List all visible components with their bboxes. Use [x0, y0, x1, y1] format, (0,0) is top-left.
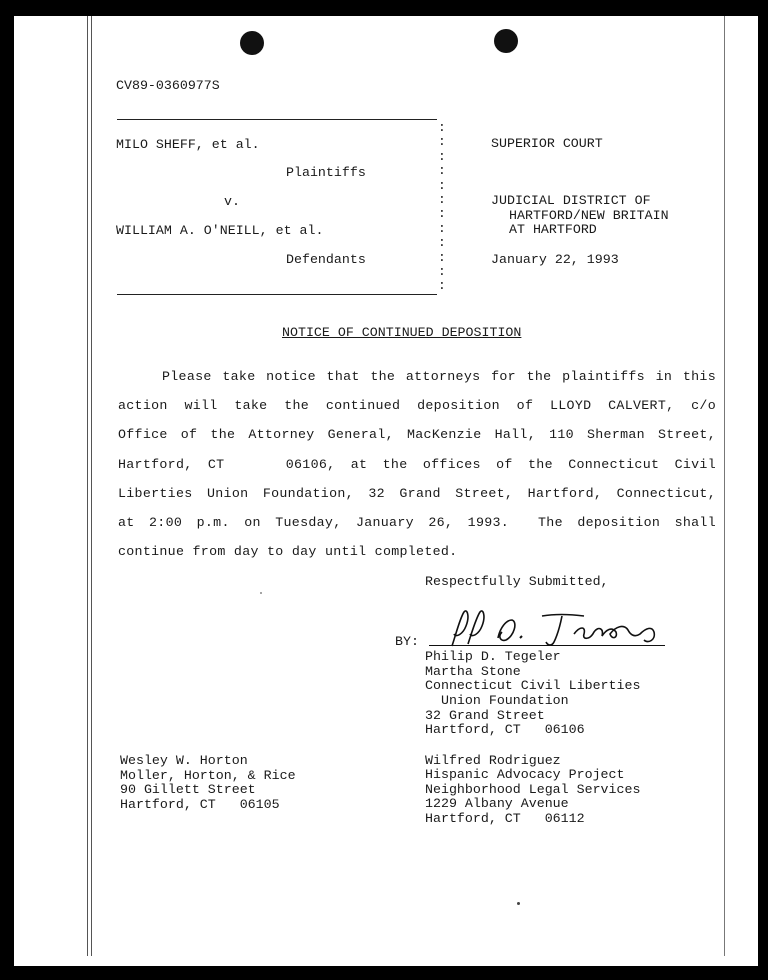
right-counsel-line-4: 1229 Albany Avenue [425, 796, 569, 811]
margin-rule-left-inner [91, 16, 92, 956]
district-line-2: HARTFORD/NEW BRITAIN [509, 208, 669, 223]
by-label: BY: [395, 634, 419, 649]
left-counsel-line-2: Moller, Horton, & Rice [120, 768, 296, 783]
filing-date: January 22, 1993 [491, 252, 619, 267]
caption-colon-column: : : : : : : : : : : : : [438, 120, 446, 294]
plaintiff-name: MILO SHEFF, et al. [116, 137, 260, 152]
closing: Respectfully Submitted, [425, 574, 609, 589]
defendant-name: WILLIAM A. O'NEILL, et al. [116, 223, 324, 238]
left-counsel-line-3: 90 Gillett Street [120, 782, 256, 797]
scan-speck [260, 592, 262, 594]
right-counsel-line-3: Neighborhood Legal Services [425, 782, 641, 797]
punch-hole-left [240, 31, 264, 55]
body-line-4: Hartford, CT 06106, at the offices of the Connecticut Civil [118, 457, 716, 472]
document-page [14, 16, 758, 966]
left-counsel-line-4: Hartford, CT 06105 [120, 797, 280, 812]
signer-line-4: Union Foundation [425, 693, 569, 708]
body-line-7: continue from day to day until completed. [118, 544, 458, 559]
defendant-role: Defendants [286, 252, 366, 267]
signer-line-3: Connecticut Civil Liberties [425, 678, 641, 693]
court-name: SUPERIOR COURT [491, 136, 603, 151]
caption-top-rule [117, 119, 437, 120]
signature-mark [434, 604, 674, 654]
signer-line-5: 32 Grand Street [425, 708, 545, 723]
plaintiff-role: Plaintiffs [286, 165, 366, 180]
document-title: NOTICE OF CONTINUED DEPOSITION [282, 325, 522, 340]
body-line-3: Office of the Attorney General, MacKenzie Hall, 110 Sherman Street, [118, 427, 716, 442]
signature-rule [429, 645, 665, 646]
signer-line-1: Philip D. Tegeler [425, 649, 561, 664]
body-line-6: at 2:00 p.m. on Tuesday, January 26, 1993. The deposition shall [118, 515, 716, 530]
right-counsel-line-1: Wilfred Rodriguez [425, 753, 561, 768]
caption-bottom-rule [117, 294, 437, 295]
district-line-3: AT HARTFORD [509, 222, 597, 237]
versus: v. [224, 194, 240, 209]
left-counsel-line-1: Wesley W. Horton [120, 753, 248, 768]
case-number: CV89-0360977S [116, 78, 220, 93]
scan-speck [517, 902, 520, 905]
punch-hole-right [494, 29, 518, 53]
signer-line-2: Martha Stone [425, 664, 521, 679]
right-counsel-line-2: Hispanic Advocacy Project [425, 767, 625, 782]
district-line-1: JUDICIAL DISTRICT OF [491, 193, 651, 208]
signer-line-6: Hartford, CT 06106 [425, 722, 585, 737]
body-line-2: action will take the continued deposition of LLOYD CALVERT, c/o [118, 398, 716, 413]
body-line-1: Please take notice that the attorneys for the plaintiffs in this [162, 369, 716, 384]
body-line-5: Liberties Union Foundation, 32 Grand Street, Hartford, Connecticut, [118, 486, 716, 501]
right-counsel-line-5: Hartford, CT 06112 [425, 811, 585, 826]
margin-rule-right [724, 16, 725, 956]
margin-rule-left-outer [87, 16, 88, 956]
